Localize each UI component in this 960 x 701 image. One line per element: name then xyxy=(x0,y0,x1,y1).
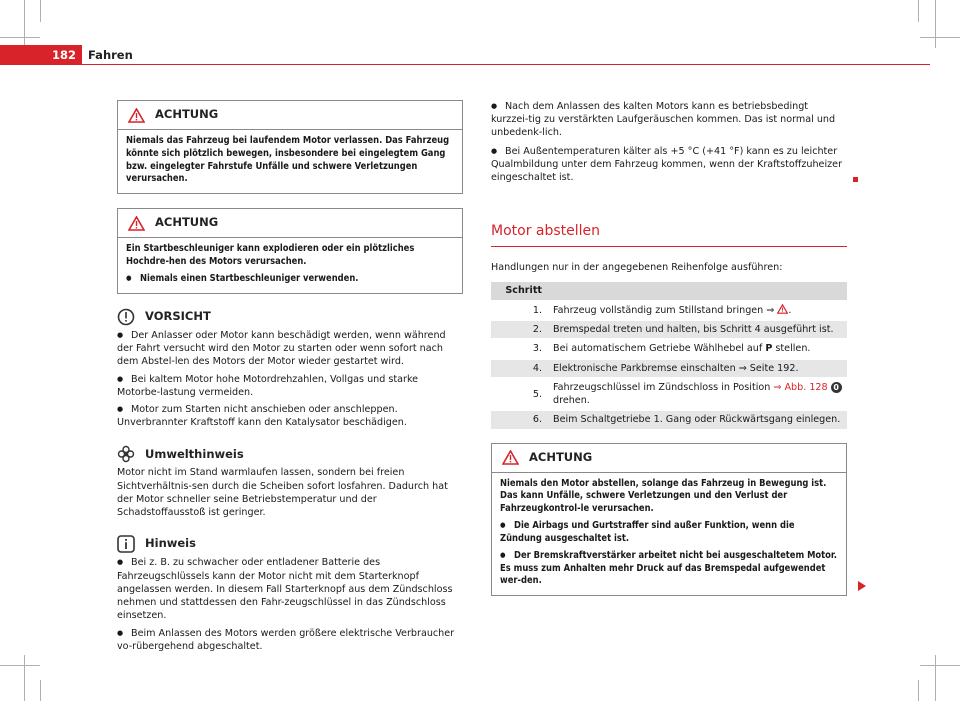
warning-header xyxy=(118,101,462,130)
table-header-row xyxy=(491,282,847,300)
warning-body xyxy=(492,473,846,596)
caution-bullet xyxy=(117,329,463,369)
bullet-icon xyxy=(126,273,140,284)
environment-text: Motor nicht im Stand warmlaufen lassen, sondern bei freien Sichtverhältnis-sen durch die Scheiben sofort losfahren. Dadurch hat der Motor schneller seine Betriebstemperatur und der Schadstoffausstoß ist geringer. xyxy=(117,467,448,519)
environment-block xyxy=(117,445,463,519)
warning-header xyxy=(492,444,846,473)
caution-block xyxy=(117,308,463,430)
bullet-icon xyxy=(117,374,131,385)
warning-bullet xyxy=(126,273,454,286)
crop-mark xyxy=(918,680,919,701)
warning-bullet-text: Der Bremskraftverstärker arbeitet nicht bei ausgeschaltetem Motor. Es muss zum Anhalten mehr Druck auf das Bremspedal aufgewendet wer-den. xyxy=(500,549,837,587)
table-row xyxy=(491,411,847,428)
warning-header xyxy=(118,209,462,238)
table-header-step: Schritt xyxy=(491,282,548,300)
bullet-icon xyxy=(117,557,131,568)
steps-table xyxy=(491,280,847,431)
step-text xyxy=(548,340,847,357)
bullet-icon xyxy=(500,520,514,531)
warning-bullet-text: Niemals einen Startbeschleuniger verwenden. xyxy=(140,272,359,284)
hint-header xyxy=(117,535,463,553)
caution-bullet-text: Bei kaltem Motor hohe Motordrehzahlen, Vollgas und starke Motorbe-lastung vermeiden. xyxy=(117,373,419,398)
environment-flower-icon xyxy=(117,445,135,463)
warning-bullet xyxy=(500,520,838,546)
environment-title: Umwelthinweis xyxy=(145,446,244,461)
warning-text: Ein Startbeschleuniger kann explodieren oder ein plötzliches Hochdre-hen des Motors verursachen. xyxy=(126,243,415,268)
step-text: Bremspedal treten und halten, bis Schritt 4 ausgeführt ist. xyxy=(548,321,847,338)
hint-bullet xyxy=(117,556,463,622)
info-icon xyxy=(117,535,135,553)
crop-mark xyxy=(920,665,960,666)
step-number: 5. xyxy=(532,388,542,400)
step-text: Elektronische Parkbremse einschalten ⇒ Seite 192. xyxy=(548,360,847,377)
warning-bullet-text: Die Airbags und Gurtstraffer sind außer Funktion, wenn die Zündung ausgeschaltet ist. xyxy=(500,520,795,544)
right-bullet xyxy=(491,145,847,185)
caution-title: VORSICHT xyxy=(145,308,211,323)
warning-title: ACHTUNG xyxy=(155,107,219,122)
warning-bullet xyxy=(500,550,838,588)
crop-mark xyxy=(40,0,41,22)
table-intro: Handlungen nur in der angegebenen Reihenfolge ausführen: xyxy=(491,261,783,273)
figure-link[interactable]: ⇒ Abb. 128 xyxy=(773,381,828,393)
position-circled-number: 0 xyxy=(831,382,842,393)
environment-header xyxy=(117,445,463,463)
table-header-action xyxy=(548,282,847,300)
step-text-after: drehen. xyxy=(553,395,590,407)
caution-header xyxy=(117,308,463,326)
right-bullet-text: Bei Außentemperaturen kälter als +5 °C (+41 °F) kann es zu leichter Qualmbildung unter dem Fahrzeug kommen, wenn der Kraftstoffzuheizer eingeschaltet ist. xyxy=(491,145,843,184)
warning-box-start-booster xyxy=(117,208,463,293)
table-row xyxy=(491,379,847,409)
step-text: Fahrzeug vollständig zum Stillstand bringen ⇒ . xyxy=(553,304,792,316)
step-text-before: Fahrzeugschlüssel im Zündschloss in Position xyxy=(553,381,774,393)
warning-box-engine-running xyxy=(117,100,463,194)
table-row xyxy=(491,321,847,338)
step-text-before: Bei automatischem Getriebe Wählhebel auf xyxy=(553,343,766,355)
bullet-icon xyxy=(491,146,505,157)
end-square-icon xyxy=(853,177,858,182)
warning-triangle-icon xyxy=(502,450,519,465)
crop-mark xyxy=(0,37,40,38)
hint-block xyxy=(117,535,463,653)
warning-body xyxy=(118,130,462,193)
warning-triangle-icon xyxy=(128,216,145,231)
hint-bullet-text: Bei z. B. zu schwacher oder entladener Batterie des Fahrzeugschlüssels kann der Motor nicht mit dem Starterknopf angelassen werden. In diesem Fall Starterknopf aus dem Zündschloss nehmen und stattdessen den Fahr-zeugschlüssel in das Zündschloss einsetzen. xyxy=(117,557,453,622)
caution-bullet-text: Motor zum Starten nicht anschieben oder anschleppen. Unverbrannter Kraftstoff kann den Katalysator beschädigen. xyxy=(117,403,407,429)
caution-exclamation-icon xyxy=(117,308,135,326)
step-text xyxy=(548,379,847,409)
continue-arrow-icon xyxy=(858,581,866,591)
table-row xyxy=(491,340,847,357)
step-text-after: stellen. xyxy=(772,343,811,355)
section-title: Fahren xyxy=(88,48,133,62)
warning-triangle-icon xyxy=(128,108,145,123)
warning-title: ACHTUNG xyxy=(529,449,593,464)
warning-text: Niemals den Motor abstellen, solange das Fahrzeug in Bewegung ist. Das kann Unfälle, schwere Verletzungen und den Verlust der Fahrzeugkontrol-le verursachen. xyxy=(500,477,827,515)
warning-box-engine-stop xyxy=(491,443,847,597)
crop-mark xyxy=(24,0,25,48)
bullet-icon xyxy=(117,330,131,341)
bullet-icon xyxy=(117,404,131,415)
crop-mark xyxy=(935,0,936,48)
step-text-content: Fahrzeug vollständig zum Stillstand bringen ⇒ xyxy=(553,304,775,316)
step-number: 3. xyxy=(532,343,542,355)
caution-bullet xyxy=(117,403,463,429)
hint-bullet-text: Beim Anlassen des Motors werden größere elektrische Verbraucher vo-rübergehend abgeschaltet. xyxy=(117,627,455,652)
crop-mark xyxy=(918,0,919,22)
table-row xyxy=(491,302,847,319)
page-number: 182 xyxy=(0,45,82,65)
hint-bullet xyxy=(117,627,463,653)
step-text: Beim Schaltgetriebe 1. Gang oder Rückwärtsgang einlegen. xyxy=(548,411,847,428)
left-column xyxy=(117,100,463,669)
right-bullet xyxy=(491,100,847,140)
crop-mark xyxy=(40,680,41,701)
warning-body xyxy=(118,238,462,292)
section-heading: Motor abstellen xyxy=(491,222,847,246)
caution-bullet-text: Der Anlasser oder Motor kann beschädigt werden, wenn während der Fahrt versucht wird den Motor zu starten oder wenn sofort nach dem Abstel-len des Motors der Motor wieder gestartet wird. xyxy=(117,329,446,368)
bullet-icon xyxy=(117,628,131,639)
crop-mark xyxy=(24,655,25,701)
crop-mark xyxy=(935,655,936,701)
bullet-icon xyxy=(500,550,514,561)
warning-text: Niemals das Fahrzeug bei laufendem Motor verlassen. Das Fahrzeug könnte sich plötzlich bewegen, insbesondere bei eingelegtem Gang bzw. eingelegter Fahrstufe Unfälle und schwere Verletzungen verursachen. xyxy=(126,135,450,185)
crop-mark xyxy=(920,37,960,38)
step-number: 2. xyxy=(491,321,548,338)
warning-triangle-icon[interactable] xyxy=(777,304,788,314)
hint-title: Hinweis xyxy=(145,536,196,551)
caution-bullet xyxy=(117,373,463,399)
step-number: 1. xyxy=(532,304,542,316)
section-end-marker xyxy=(853,173,858,186)
step-number: 6. xyxy=(491,411,548,428)
right-column xyxy=(491,100,847,610)
bullet-icon xyxy=(491,101,505,112)
warning-title: ACHTUNG xyxy=(155,215,219,230)
right-bullet-text: Nach dem Anlassen des kalten Motors kann es betriebsbedingt kurzzei-tig zu verstärkten Laufgeräuschen kommen. Das ist normal und unbedenk-lich. xyxy=(491,101,836,139)
step-text-bold: P xyxy=(765,343,773,355)
table-row xyxy=(491,360,847,377)
crop-mark xyxy=(0,665,40,666)
header-rule xyxy=(82,64,930,65)
step-number: 4. xyxy=(491,360,548,377)
